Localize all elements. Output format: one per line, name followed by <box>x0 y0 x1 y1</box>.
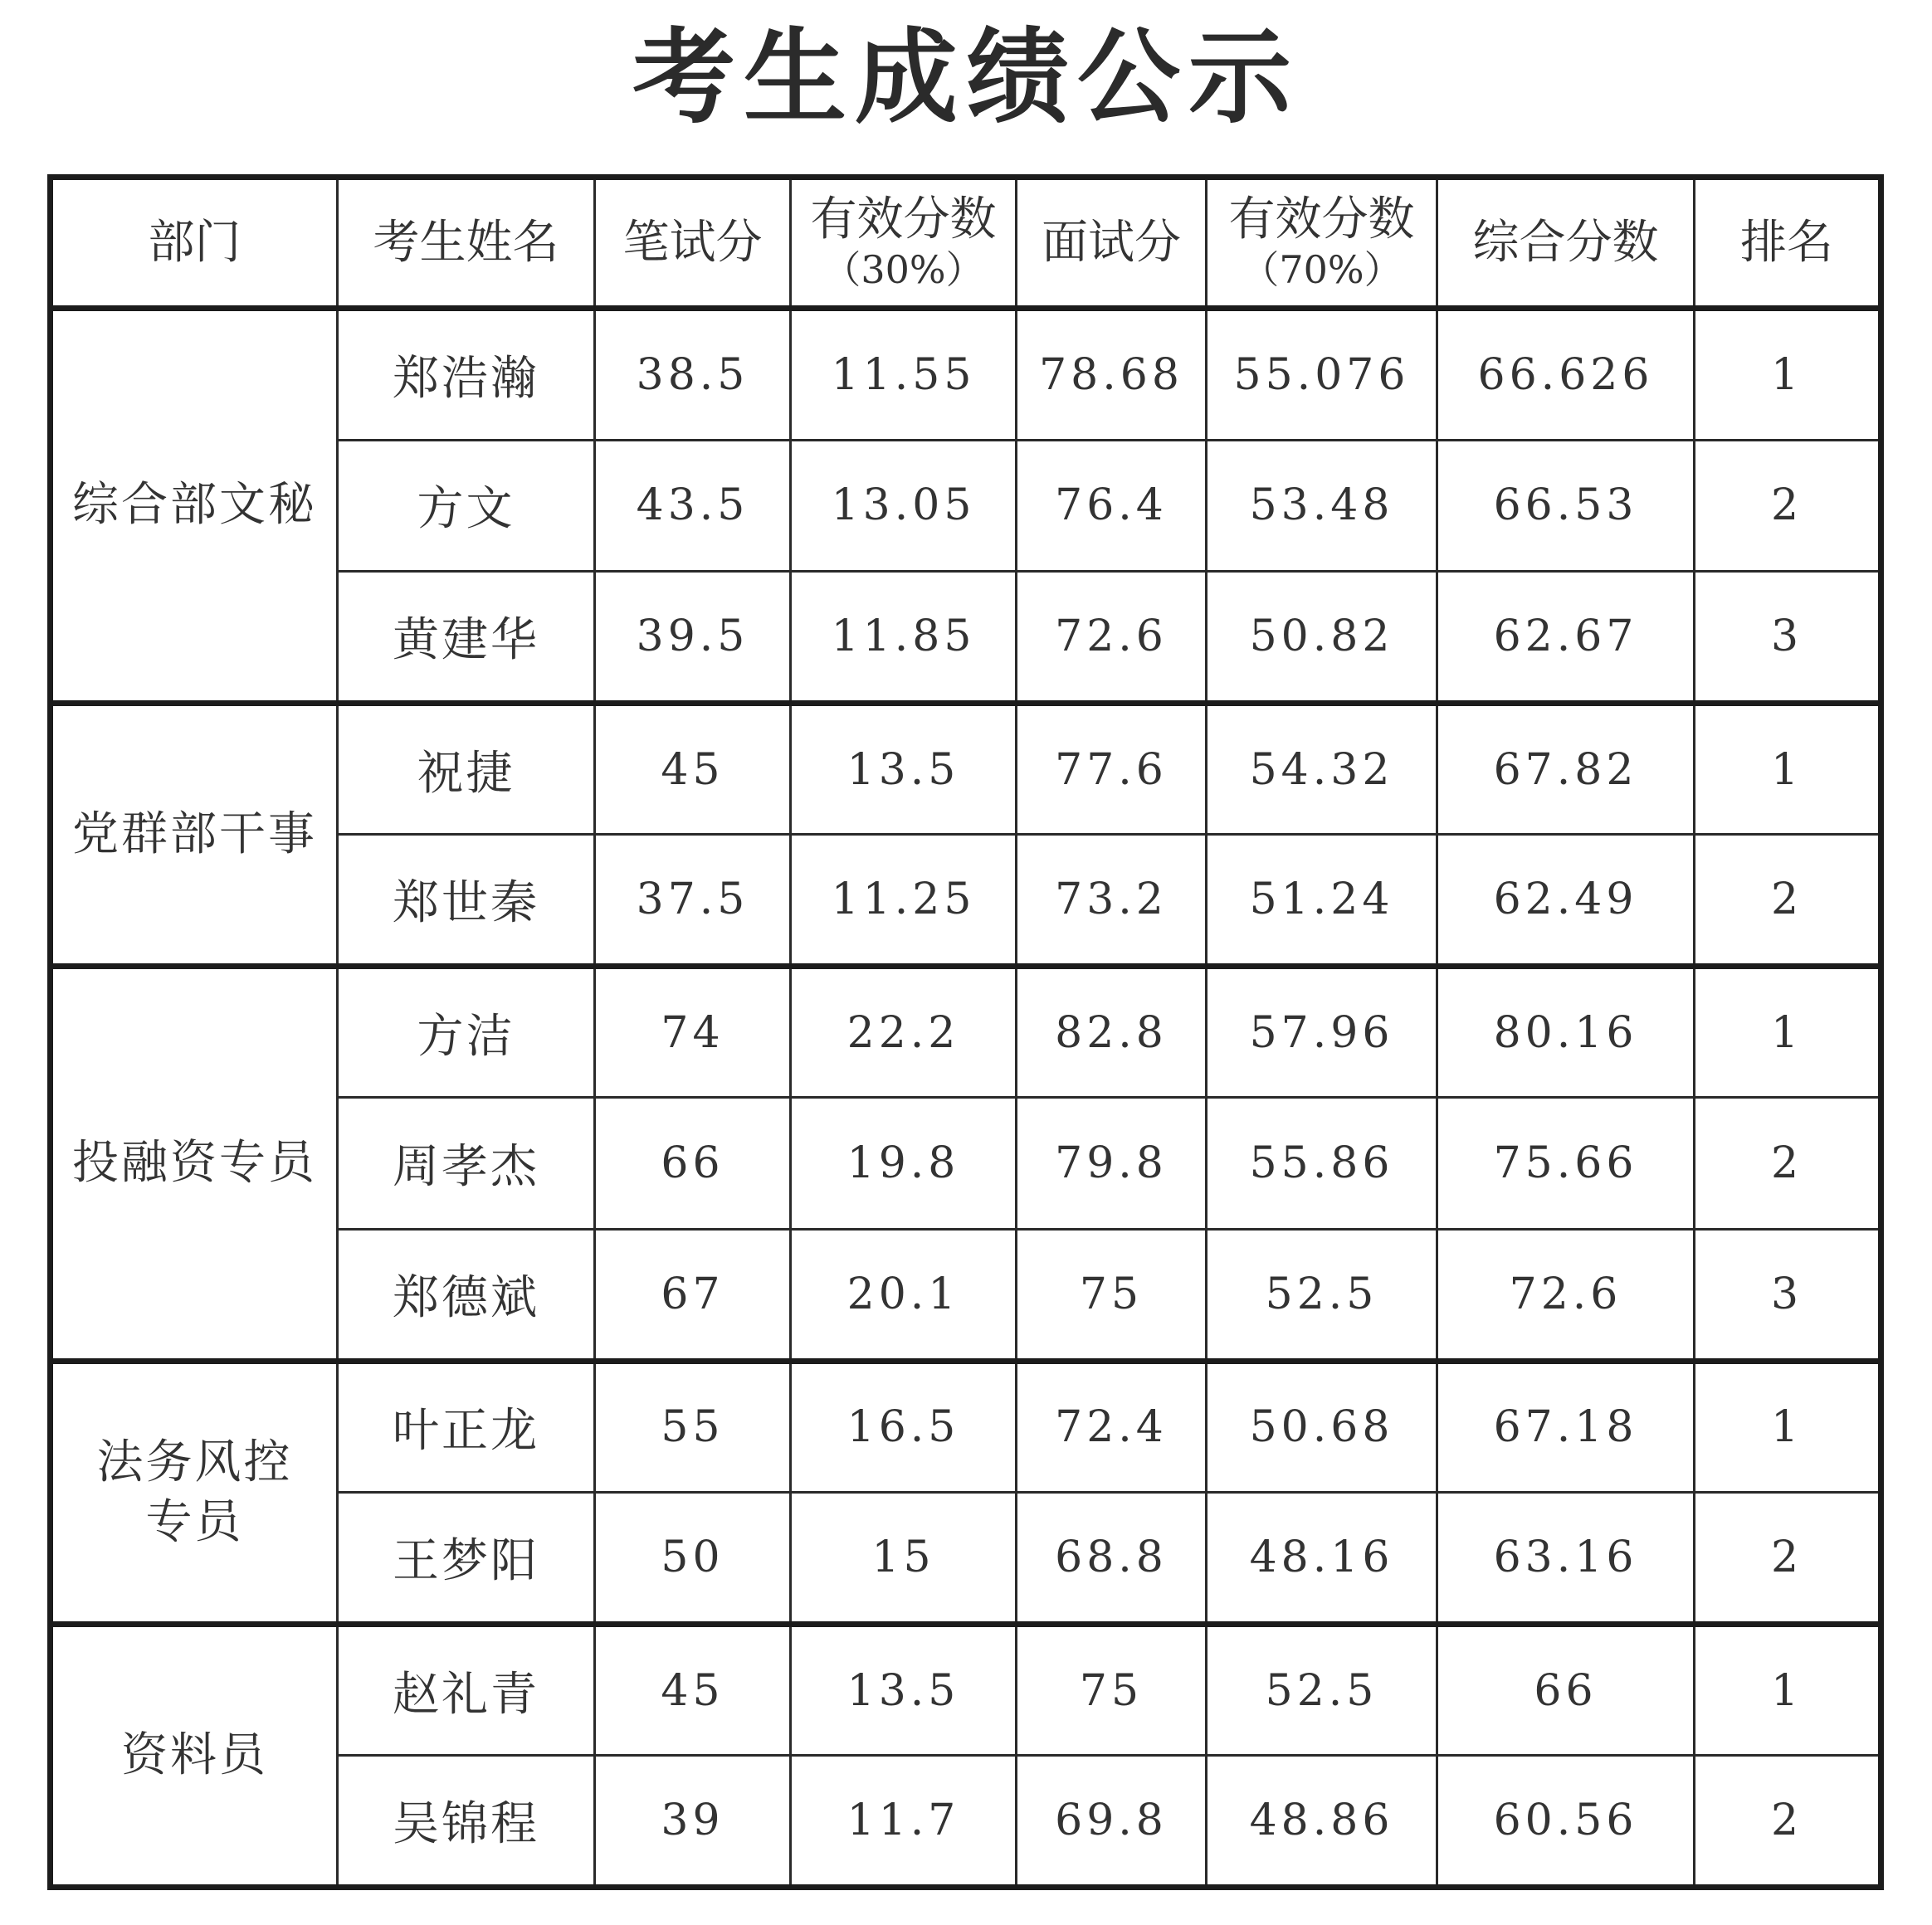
interview-cell: 76.4 <box>1017 440 1207 572</box>
table-row <box>51 1361 1881 1493</box>
candidate-name-cell: 方洁 <box>338 966 595 1098</box>
interview-cell: 75 <box>1017 1624 1207 1756</box>
header-written-weighted-label: 有效分数 <box>810 192 997 246</box>
interview-cell: 78.68 <box>1017 309 1207 441</box>
candidate-name-cell: 赵礼青 <box>338 1624 595 1756</box>
written-weighted-cell: 11.25 <box>791 835 1017 967</box>
interview-cell: 68.8 <box>1017 1493 1207 1625</box>
written-weighted-cell: 11.7 <box>791 1756 1017 1888</box>
written-cell: 67 <box>595 1230 791 1362</box>
header-written: 笔试分 <box>595 178 791 309</box>
interview-weighted-cell: 53.48 <box>1207 440 1437 572</box>
rank-cell: 2 <box>1695 1493 1881 1625</box>
rank-cell: 3 <box>1695 572 1881 704</box>
rank-cell: 1 <box>1695 703 1881 835</box>
total-cell: 66.53 <box>1437 440 1695 572</box>
written-cell: 45 <box>595 703 791 835</box>
interview-weighted-cell: 54.32 <box>1207 703 1437 835</box>
candidate-name-cell: 周孝杰 <box>338 1098 595 1230</box>
table-row <box>51 966 1881 1098</box>
interview-weighted-cell: 51.24 <box>1207 835 1437 967</box>
interview-weighted-cell: 55.076 <box>1207 309 1437 441</box>
department-cell: 党群部干事 <box>51 703 338 966</box>
written-weighted-cell: 16.5 <box>791 1361 1017 1493</box>
total-cell: 67.18 <box>1437 1361 1695 1493</box>
rank-cell: 2 <box>1695 1756 1881 1888</box>
header-department: 部门 <box>51 178 338 309</box>
department-cell <box>51 1361 338 1624</box>
written-weighted-cell: 13.5 <box>791 703 1017 835</box>
department-cell: 综合部文秘 <box>51 309 338 704</box>
department-cell: 资料员 <box>51 1624 338 1887</box>
rank-cell: 1 <box>1695 309 1881 441</box>
candidate-name-cell: 祝捷 <box>338 703 595 835</box>
total-cell: 66.626 <box>1437 309 1695 441</box>
interview-weighted-cell: 52.5 <box>1207 1624 1437 1756</box>
candidate-name-cell: 郑世秦 <box>338 835 595 967</box>
rank-cell: 1 <box>1695 1624 1881 1756</box>
department-cell: 投融资专员 <box>51 966 338 1361</box>
rank-cell: 2 <box>1695 835 1881 967</box>
department-line: 专员 <box>145 1494 244 1549</box>
interview-cell: 72.4 <box>1017 1361 1207 1493</box>
interview-weighted-cell: 50.68 <box>1207 1361 1437 1493</box>
interview-cell: 69.8 <box>1017 1756 1207 1888</box>
page-title: 考生成绩公示 <box>632 18 1300 138</box>
interview-cell: 72.6 <box>1017 572 1207 704</box>
interview-cell: 73.2 <box>1017 835 1207 967</box>
interview-cell: 82.8 <box>1017 966 1207 1098</box>
header-name: 考生姓名 <box>338 178 595 309</box>
interview-weighted-cell: 52.5 <box>1207 1230 1437 1362</box>
written-weighted-cell: 11.55 <box>791 309 1017 441</box>
interview-weighted-cell: 48.86 <box>1207 1756 1437 1888</box>
written-cell: 74 <box>595 966 791 1098</box>
interview-weighted-cell: 57.96 <box>1207 966 1437 1098</box>
department-line: 法务风控 <box>96 1435 293 1489</box>
table-row <box>51 703 1881 835</box>
total-cell: 60.56 <box>1437 1756 1695 1888</box>
candidate-name-cell: 吴锦程 <box>338 1756 595 1888</box>
written-cell: 45 <box>595 1624 791 1756</box>
header-interview-weighted <box>1207 178 1437 309</box>
interview-cell: 75 <box>1017 1230 1207 1362</box>
interview-weighted-cell: 50.82 <box>1207 572 1437 704</box>
interview-weighted-cell: 55.86 <box>1207 1098 1437 1230</box>
candidate-name-cell: 郑德斌 <box>338 1230 595 1362</box>
total-cell: 75.66 <box>1437 1098 1695 1230</box>
written-cell: 66 <box>595 1098 791 1230</box>
total-cell: 62.49 <box>1437 835 1695 967</box>
rank-cell: 2 <box>1695 1098 1881 1230</box>
rank-cell: 1 <box>1695 966 1881 1098</box>
total-cell: 63.16 <box>1437 1493 1695 1625</box>
total-cell: 80.16 <box>1437 966 1695 1098</box>
written-cell: 50 <box>595 1493 791 1625</box>
candidate-name-cell: 叶正龙 <box>338 1361 595 1493</box>
header-row <box>51 178 1881 309</box>
header-interview-weighted-label: 有效分数 <box>1228 192 1415 246</box>
written-weighted-cell: 15 <box>791 1493 1017 1625</box>
header-total: 综合分数 <box>1437 178 1695 309</box>
written-weighted-cell: 20.1 <box>791 1230 1017 1362</box>
written-weighted-cell: 22.2 <box>791 966 1017 1098</box>
written-cell: 39 <box>595 1756 791 1888</box>
interview-cell: 77.6 <box>1017 703 1207 835</box>
written-cell: 43.5 <box>595 440 791 572</box>
header-interview: 面试分 <box>1017 178 1207 309</box>
interview-cell: 79.8 <box>1017 1098 1207 1230</box>
written-weighted-cell: 13.5 <box>791 1624 1017 1756</box>
total-cell: 66 <box>1437 1624 1695 1756</box>
written-cell: 37.5 <box>595 835 791 967</box>
written-cell: 55 <box>595 1361 791 1493</box>
total-cell: 67.82 <box>1437 703 1695 835</box>
rank-cell: 1 <box>1695 1361 1881 1493</box>
candidate-name-cell: 黄建华 <box>338 572 595 704</box>
header-written-weighted-percent: （30%） <box>822 246 984 292</box>
written-weighted-cell: 19.8 <box>791 1098 1017 1230</box>
total-cell: 72.6 <box>1437 1230 1695 1362</box>
header-interview-weighted-percent: （70%） <box>1241 246 1403 292</box>
table-row <box>51 1624 1881 1756</box>
score-table <box>47 174 1884 1890</box>
written-weighted-cell: 13.05 <box>791 440 1017 572</box>
rank-cell: 2 <box>1695 440 1881 572</box>
written-cell: 39.5 <box>595 572 791 704</box>
score-table-body <box>51 309 1881 1888</box>
total-cell: 62.67 <box>1437 572 1695 704</box>
table-row <box>51 309 1881 441</box>
written-cell: 38.5 <box>595 309 791 441</box>
candidate-name-cell: 王梦阳 <box>338 1493 595 1625</box>
candidate-name-cell: 方文 <box>338 440 595 572</box>
interview-weighted-cell: 48.16 <box>1207 1493 1437 1625</box>
rank-cell: 3 <box>1695 1230 1881 1362</box>
written-weighted-cell: 11.85 <box>791 572 1017 704</box>
header-written-weighted <box>791 178 1017 309</box>
candidate-name-cell: 郑浩瀚 <box>338 309 595 441</box>
header-rank: 排名 <box>1695 178 1881 309</box>
